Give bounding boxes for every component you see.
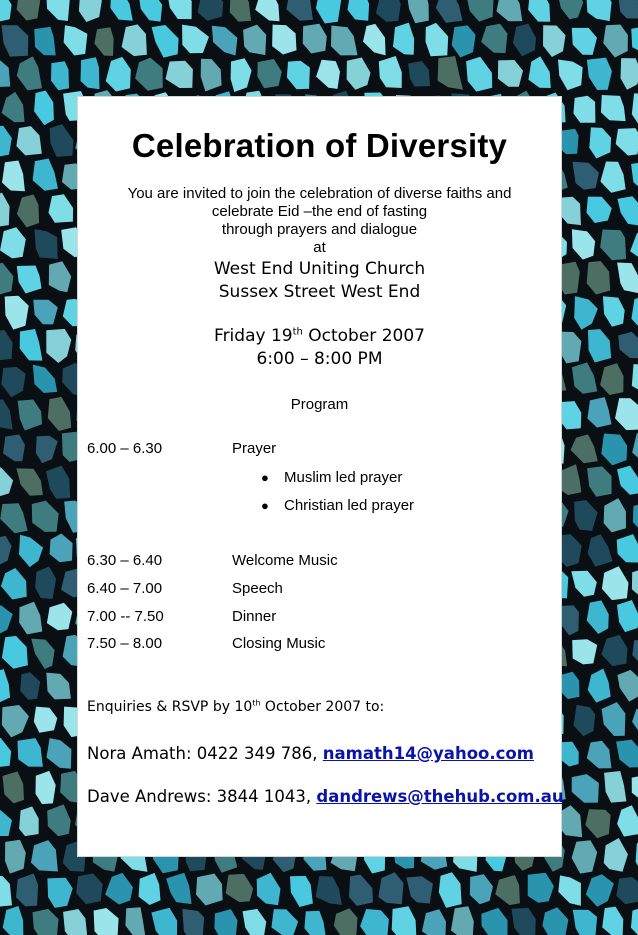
glass-tile <box>20 672 40 700</box>
glass-tile <box>601 635 627 666</box>
glass-tile <box>586 874 614 907</box>
glass-tile <box>426 23 449 56</box>
glass-tile <box>617 466 638 495</box>
glass-tile <box>64 25 88 55</box>
glass-tile <box>167 0 192 19</box>
program-row <box>87 440 276 457</box>
glass-tile <box>46 466 70 499</box>
glass-tile <box>559 262 580 295</box>
glass-tile <box>604 838 628 872</box>
glass-tile <box>303 24 327 54</box>
glass-tile <box>406 876 433 903</box>
event-datetime <box>78 325 561 371</box>
glass-tile <box>2 25 29 56</box>
glass-tile <box>286 0 313 21</box>
glass-tile <box>3 906 24 935</box>
glass-tile <box>106 57 131 92</box>
program-heading: Program <box>290 396 349 413</box>
glass-tile <box>3 435 25 462</box>
glass-tile <box>481 908 507 935</box>
glass-tile <box>631 295 638 328</box>
glass-tile <box>0 263 13 296</box>
glass-tile <box>94 908 119 935</box>
glass-tile <box>81 57 100 89</box>
glass-tile <box>616 128 638 156</box>
glass-tile <box>33 365 57 393</box>
glass-tile <box>1 568 27 600</box>
glass-tile <box>587 600 609 634</box>
glass-tile <box>0 738 11 767</box>
glass-tile <box>528 873 554 903</box>
glass-tile <box>587 261 611 294</box>
glass-tile <box>392 906 417 935</box>
glass-tile <box>631 26 638 52</box>
glass-tile <box>135 58 163 91</box>
flyer-title: Celebration of Diversity <box>131 127 508 164</box>
glass-tile <box>257 59 281 88</box>
glass-tile <box>18 400 42 431</box>
glass-tile <box>585 809 610 838</box>
glass-tile <box>572 774 599 803</box>
glass-tile <box>304 911 326 935</box>
glass-tile <box>616 740 638 768</box>
glass-tile <box>231 58 252 92</box>
glass-tile <box>0 227 26 258</box>
glass-tile <box>495 875 520 905</box>
glass-tile <box>543 25 566 57</box>
glass-tile <box>573 910 597 935</box>
glass-tile <box>243 25 266 55</box>
glass-tile <box>481 24 507 53</box>
glass-tile <box>602 907 623 935</box>
glass-tile <box>50 124 74 157</box>
glass-tile <box>0 503 28 533</box>
glass-tile <box>0 0 12 22</box>
glass-tile <box>573 162 600 190</box>
glass-tile <box>601 95 626 121</box>
program-time: 6.00 – 6.30 <box>87 440 163 457</box>
glass-tile <box>17 56 42 90</box>
glass-tile <box>572 639 597 664</box>
glass-tile <box>2 705 29 737</box>
glass-tile <box>498 60 523 87</box>
glass-tile <box>379 56 402 88</box>
email-link[interactable]: dandrews@thehub.com.au <box>316 787 564 806</box>
glass-tile <box>243 909 267 935</box>
glass-tile <box>19 535 43 567</box>
glass-tile <box>110 0 132 21</box>
glass-tile <box>105 873 133 905</box>
glass-tile <box>378 872 403 904</box>
rsvp-notice: Enquiries & RSVP by 10th October 2007 to: <box>87 698 385 715</box>
invitation-line: through prayers and dialogue <box>221 221 418 238</box>
glass-tile <box>560 332 582 364</box>
glass-tile <box>574 500 597 531</box>
glass-tile <box>393 23 414 55</box>
glass-tile <box>331 26 358 56</box>
program-item: Dinner <box>232 608 277 625</box>
glass-tile <box>34 91 54 126</box>
program-item: Prayer <box>232 440 277 457</box>
glass-tile <box>20 329 43 361</box>
glass-tile <box>1 367 25 397</box>
glass-tile <box>36 771 56 804</box>
glass-tile <box>615 398 638 430</box>
glass-tile <box>94 27 113 56</box>
glass-tile <box>588 534 613 567</box>
glass-tile <box>166 873 192 904</box>
glass-tile <box>47 804 70 836</box>
glass-tile <box>0 59 10 87</box>
glass-tile <box>602 702 626 736</box>
glass-tile <box>618 332 638 359</box>
glass-tile <box>0 399 13 429</box>
glass-tile <box>255 0 279 21</box>
glass-tile <box>201 59 222 92</box>
glass-tile <box>406 0 428 23</box>
glass-tile <box>151 908 177 935</box>
glass-tile <box>152 25 179 58</box>
glass-tile <box>316 876 342 905</box>
glass-tile <box>47 738 72 769</box>
glass-tile <box>257 873 281 906</box>
program-item: Welcome Music <box>232 552 338 569</box>
glass-tile <box>139 0 163 22</box>
glass-tile <box>618 0 638 19</box>
glass-tile <box>198 0 224 21</box>
contact-nora: Nora Amath: 0422 349 786, namath14@yahoo.com <box>87 744 534 763</box>
glass-tile <box>363 24 386 56</box>
glass-tile <box>3 771 25 803</box>
event-date: Friday 19th October 2007 <box>214 326 425 346</box>
glass-tile <box>19 602 42 635</box>
glass-tile <box>316 60 340 89</box>
glass-tile <box>182 909 204 935</box>
flyer-page <box>78 97 564 856</box>
glass-tile <box>35 567 56 600</box>
glass-tile <box>46 0 70 21</box>
glass-tile <box>470 874 493 904</box>
bullet-icon: ● <box>261 498 269 513</box>
glass-tile <box>602 566 629 600</box>
glass-tile <box>632 707 638 735</box>
glass-tile <box>587 466 612 496</box>
glass-tile <box>0 330 13 361</box>
glass-tile <box>2 92 25 122</box>
glass-tile <box>559 605 579 635</box>
glass-tile <box>587 397 611 428</box>
glass-tile <box>46 329 71 363</box>
glass-tile <box>572 229 595 259</box>
glass-tile <box>31 840 58 871</box>
glass-tile <box>18 738 43 767</box>
glass-tile <box>573 96 595 123</box>
glass-tile <box>272 25 296 55</box>
glass-tile <box>0 605 13 636</box>
glass-tile <box>271 909 298 935</box>
glass-tile <box>604 498 626 532</box>
program-item: Speech <box>232 580 283 597</box>
glass-tile <box>33 300 58 325</box>
program-time: 7.00 -- 7.50 <box>87 608 164 625</box>
glass-tile <box>497 0 523 21</box>
glass-tile <box>633 503 638 534</box>
glass-tile <box>334 908 358 935</box>
glass-tile <box>46 673 71 700</box>
glass-tile <box>587 197 612 223</box>
glass-tile <box>17 195 39 228</box>
glass-tile <box>574 296 598 330</box>
glass-tile <box>572 840 598 873</box>
program-item: Closing Music <box>232 635 326 652</box>
glass-tile <box>451 906 474 935</box>
glass-tile <box>630 227 638 262</box>
glass-tile <box>47 878 72 908</box>
glass-tile <box>632 432 638 461</box>
glass-tile <box>47 603 72 630</box>
glass-tile <box>0 126 12 157</box>
glass-tile <box>16 874 38 907</box>
glass-tile <box>316 0 341 23</box>
glass-tile <box>0 807 12 837</box>
glass-tile <box>631 162 638 192</box>
glass-tile <box>588 329 611 362</box>
glass-tile <box>617 805 638 836</box>
program-time: 7.50 – 8.00 <box>87 635 163 652</box>
event-time: 6:00 – 8:00 PM <box>256 349 383 369</box>
glass-tile <box>632 775 638 802</box>
program-row <box>87 580 283 597</box>
invitation-line: at <box>313 239 326 256</box>
glass-tile <box>617 534 638 562</box>
glass-tile <box>34 27 55 56</box>
glass-tile <box>0 467 13 497</box>
glass-tile <box>51 61 69 90</box>
program-time: 6.40 – 7.00 <box>87 580 163 597</box>
glass-tile <box>2 161 25 192</box>
glass-tile <box>33 159 58 191</box>
program-row <box>87 552 338 569</box>
prayer-list-item: ● Muslim led prayer <box>261 469 403 486</box>
glass-tile <box>571 434 598 463</box>
glass-tile <box>2 636 28 669</box>
glass-tile <box>212 26 238 56</box>
glass-tile <box>19 806 39 836</box>
glass-tile <box>466 57 492 92</box>
glass-tile <box>34 707 58 733</box>
glass-tile <box>571 571 597 597</box>
glass-tile <box>31 639 54 669</box>
glass-tile <box>48 397 71 431</box>
glass-tile <box>125 907 145 935</box>
glass-tile <box>632 568 638 599</box>
glass-tile <box>360 909 389 935</box>
glass-tile <box>452 25 476 57</box>
invitation-line: celebrate Eid –the end of fasting <box>211 203 428 220</box>
glass-tile <box>589 127 611 158</box>
venue-address: Sussex Street West End <box>218 282 421 302</box>
glass-tile <box>226 874 254 902</box>
glass-tile <box>33 909 59 935</box>
glass-tile <box>617 670 638 702</box>
invitation-line: You are invited to join the celebration of diverse faiths and <box>127 185 512 202</box>
glass-tile <box>467 0 494 22</box>
glass-tile <box>422 909 446 935</box>
glass-tile <box>49 194 74 223</box>
glass-tile <box>572 28 597 55</box>
glass-tile <box>5 296 29 330</box>
contact-dave: Dave Andrews: 3844 1043, dandrews@thehub.com.au <box>87 787 564 806</box>
glass-tile <box>35 229 58 259</box>
glass-tile <box>0 875 12 907</box>
glass-tile <box>348 0 370 21</box>
glass-tile <box>122 24 147 56</box>
email-link[interactable]: namath14@yahoo.com <box>322 744 534 763</box>
glass-tile <box>5 840 26 874</box>
glass-tile <box>632 640 638 666</box>
glass-tile <box>182 25 209 54</box>
bullet-icon: ● <box>261 470 269 485</box>
glass-tile <box>408 61 430 86</box>
glass-tile <box>586 0 611 21</box>
glass-tile <box>632 93 638 125</box>
glass-tile <box>0 193 10 228</box>
glass-tile <box>617 263 638 294</box>
glass-tile <box>559 197 581 225</box>
glass-tile <box>17 0 41 21</box>
glass-tile <box>617 600 638 632</box>
glass-tile <box>600 162 625 193</box>
glass-tile <box>36 436 58 463</box>
glass-tile <box>214 909 237 935</box>
invitation-text <box>78 185 561 257</box>
glass-tile <box>139 873 161 905</box>
glass-tile <box>196 874 223 906</box>
glass-tile <box>574 705 596 736</box>
venue <box>78 258 561 304</box>
glass-tile <box>604 771 626 803</box>
glass-tile <box>528 0 550 22</box>
prayer-list-item: ● Christian led prayer <box>261 497 415 514</box>
glass-tile <box>603 296 625 327</box>
glass-tile <box>617 877 638 904</box>
program-time: 6.30 – 6.40 <box>87 552 163 569</box>
venue-name: West End Uniting Church <box>213 259 426 279</box>
glass-tile <box>436 0 463 23</box>
glass-tile <box>603 25 628 58</box>
glass-tile <box>513 24 536 57</box>
glass-tile <box>0 536 12 566</box>
glass-tile <box>572 362 597 393</box>
glass-tile <box>558 60 583 91</box>
glass-tile <box>558 0 584 19</box>
glass-tile <box>230 0 251 22</box>
glass-tile <box>166 61 193 88</box>
glass-tile <box>0 669 10 704</box>
glass-tile <box>600 363 623 395</box>
glass-tile <box>376 0 401 22</box>
glass-tile <box>49 261 71 292</box>
glass-tile <box>17 266 42 294</box>
glass-tile <box>438 56 463 90</box>
glass-tile <box>347 58 371 90</box>
program-row <box>87 608 276 625</box>
glass-tile <box>558 875 581 905</box>
glass-tile <box>63 909 87 935</box>
glass-tile <box>631 907 638 935</box>
glass-tile <box>618 196 638 225</box>
glass-tile <box>32 501 59 532</box>
glass-tile <box>600 230 626 261</box>
glass-tile <box>528 56 550 88</box>
glass-tile <box>601 434 627 466</box>
glass-tile <box>16 126 41 155</box>
glass-tile <box>512 908 536 935</box>
glass-tile <box>439 872 462 908</box>
glass-tile <box>632 364 638 396</box>
glass-tile <box>587 58 612 90</box>
glass-tile <box>349 875 373 906</box>
glass-tile <box>16 468 43 495</box>
glass-tile <box>50 534 73 563</box>
glass-tile <box>287 61 310 89</box>
glass-tile <box>587 741 612 769</box>
glass-tile <box>290 876 313 907</box>
glass-tile <box>621 58 638 90</box>
glass-tile <box>588 669 611 703</box>
glass-tile <box>542 907 568 935</box>
glass-tile <box>558 805 582 837</box>
glass-tile <box>76 873 103 904</box>
glass-tile <box>79 0 102 22</box>
program-row <box>87 635 325 652</box>
